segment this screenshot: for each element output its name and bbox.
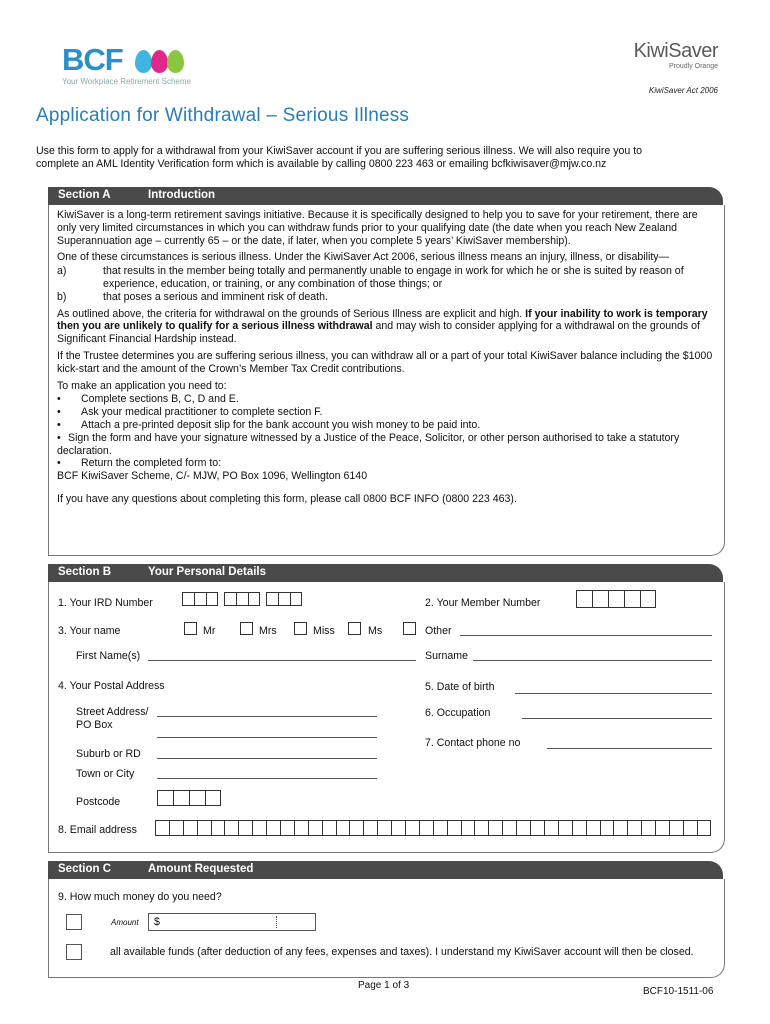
email-char-box[interactable] — [294, 820, 308, 836]
email-char-box[interactable] — [641, 820, 655, 836]
list-value: that results in the member being totally and permanently unable to engage in work for which he or she is suited by reason of experience, education, or training, or any combination of those things; or — [103, 265, 684, 290]
street-field-line2[interactable] — [157, 737, 377, 738]
page-title: Application for Withdrawal – Serious Illness — [36, 105, 410, 126]
amount-checkbox[interactable] — [66, 914, 82, 930]
section-a-paragraph — [57, 308, 715, 346]
bullet-icon: • — [57, 431, 61, 444]
section-name: Your Personal Details — [148, 566, 267, 578]
list-item — [57, 265, 715, 291]
street-label: Street Address/ — [76, 706, 149, 718]
bullet-text: Return the completed form to: — [81, 457, 222, 470]
section-a-paragraph: One of these circumstances is serious illness. Under the KiwiSaver Act 2006, serious illness means an injury, illness, or disability— — [57, 251, 670, 264]
email-char-box[interactable] — [669, 820, 683, 836]
title-option-label: Miss — [313, 625, 335, 637]
street-field[interactable] — [157, 716, 377, 717]
email-char-box[interactable] — [502, 820, 516, 836]
phone-field[interactable] — [547, 748, 712, 749]
kiwisaver-tagline: Proudly Orange — [668, 63, 718, 70]
section-letter: Section C — [58, 863, 112, 875]
section-b-header — [48, 564, 723, 582]
bullet-item — [57, 406, 715, 419]
email-char-box[interactable] — [447, 820, 461, 836]
dob-label: 5. Date of birth — [425, 681, 495, 693]
member-number-boxes[interactable] — [576, 590, 662, 608]
name-label: 3. Your name — [58, 625, 121, 637]
bullet-text: Attach a pre-printed deposit slip for the bank account you wish money to be paid into. — [81, 418, 481, 431]
email-char-box[interactable] — [238, 820, 252, 836]
email-char-box[interactable] — [697, 820, 711, 836]
email-char-box[interactable] — [155, 820, 169, 836]
ird-number-boxes[interactable] — [182, 592, 308, 606]
section-name: Amount Requested — [148, 863, 254, 875]
ird-label: 1. Your IRD Number — [58, 597, 153, 609]
decimal-divider — [276, 916, 277, 928]
first-names-field[interactable] — [148, 660, 416, 661]
title-option-label: Ms — [368, 625, 383, 637]
email-char-box[interactable] — [683, 820, 697, 836]
email-char-box[interactable] — [349, 820, 363, 836]
email-char-box[interactable] — [488, 820, 502, 836]
email-char-box[interactable] — [405, 820, 419, 836]
email-char-box[interactable] — [461, 820, 475, 836]
title-ms-checkbox[interactable] — [348, 622, 361, 635]
occupation-field[interactable] — [522, 718, 712, 719]
title-mr-checkbox[interactable] — [184, 622, 197, 635]
email-char-box[interactable] — [391, 820, 405, 836]
email-char-box[interactable] — [183, 820, 197, 836]
currency-symbol: $ — [154, 916, 160, 928]
email-char-box[interactable] — [252, 820, 266, 836]
email-char-box[interactable] — [474, 820, 488, 836]
email-char-box[interactable] — [211, 820, 225, 836]
suburb-field[interactable] — [157, 758, 377, 759]
email-char-box[interactable] — [419, 820, 433, 836]
text-run-bold: If your inability to work is temporary then you are unlikely to qualify for a serious illness withdrawal — [57, 307, 708, 333]
pobox-label: PO Box — [76, 719, 113, 731]
section-name: Introduction — [148, 189, 216, 201]
email-char-box[interactable] — [544, 820, 558, 836]
email-char-box[interactable] — [558, 820, 572, 836]
list-key: b) — [57, 290, 67, 303]
intro-line: Use this form to apply for a withdrawal from your KiwiSaver account if you are suffering serious illness. We will also require you to — [36, 145, 643, 157]
text-run: As outlined above, the criteria for withdrawal on the grounds of Serious Illness are explicit and high. — [57, 307, 526, 320]
postcode-label: Postcode — [76, 796, 121, 808]
email-char-box[interactable] — [308, 820, 322, 836]
amount-field[interactable] — [148, 913, 316, 931]
bullet-item — [57, 432, 715, 458]
bullet-item — [57, 419, 715, 432]
postal-address-label: 4. Your Postal Address — [58, 680, 165, 692]
email-label: 8. Email address — [58, 824, 137, 836]
title-miss-checkbox[interactable] — [294, 622, 307, 635]
bullet-text: Sign the form and have your signature witnessed by a Justice of the Peace, Solicitor, or other person authorised to take a statutory declaration. — [57, 431, 680, 457]
questions-text: If you have any questions about completing this form, please call 0800 BCF INFO (0800 223 463). — [57, 492, 517, 505]
email-char-box[interactable] — [613, 820, 627, 836]
section-a-paragraph: KiwiSaver is a long-term retirement savings initiative. Because it is specifically designed to help you to save for your retirement, there are only very limited circumstances in which you can withdraw funds prior to your qualifying date (the date when you reach New Zealand Superannuation age – currently 65 – or the date, if later, when you complete 5 years’ KiwiSaver membership). — [57, 209, 698, 247]
page-number: Page 1 of 3 — [358, 980, 410, 991]
section-a-panel — [48, 205, 725, 556]
email-char-box[interactable] — [363, 820, 377, 836]
bullet-item — [57, 457, 715, 470]
q9-label: 9. How much money do you need? — [58, 891, 222, 903]
all-funds-checkbox[interactable] — [66, 944, 82, 960]
email-char-box[interactable] — [586, 820, 600, 836]
email-char-box[interactable] — [197, 820, 211, 836]
list-key: a) — [57, 265, 67, 278]
form-code: BCF10-1511-06 — [643, 986, 714, 997]
kiwisaver-logo-text: KiwiSaver — [633, 40, 718, 62]
title-option-label: Other — [425, 625, 452, 637]
email-char-box[interactable] — [336, 820, 350, 836]
town-field[interactable] — [157, 778, 377, 779]
return-address: BCF KiwiSaver Scheme, C/- MJW, PO Box 1096, Wellington 6140 — [57, 470, 368, 483]
section-a-paragraph: To make an application you need to: — [57, 379, 227, 392]
title-mrs-checkbox[interactable] — [240, 622, 253, 635]
surname-label: Surname — [425, 650, 468, 662]
kiwisaver-logo — [634, 40, 718, 70]
act-label: KiwiSaver Act 2006 — [648, 86, 718, 95]
section-a-header — [48, 187, 723, 205]
email-char-box[interactable] — [655, 820, 669, 836]
email-char-box[interactable] — [627, 820, 641, 836]
email-char-box[interactable] — [516, 820, 530, 836]
email-boxes[interactable] — [155, 820, 717, 836]
section-a-paragraph: If the Trustee determines you are suffering serious illness, you can withdraw all or a part of your total KiwiSaver balance including the $1000 kick-start and the amount of the Crown’s Member Tax Credit contributions. — [57, 349, 713, 375]
text-run: and may wish to consider applying for a withdrawal on the grounds of Significant Financial Hardship instead. — [57, 320, 700, 346]
bullet-item — [57, 393, 715, 406]
intro-text — [36, 145, 726, 171]
bullet-icon: • — [57, 406, 61, 419]
section-letter: Section A — [58, 189, 111, 201]
bullet-icon: • — [57, 393, 61, 406]
member-number-label: 2. Your Member Number — [425, 597, 541, 609]
bullet-icon: • — [57, 457, 61, 470]
suburb-label: Suburb or RD — [76, 748, 141, 760]
bullet-text: Complete sections B, C, D and E. — [81, 393, 239, 406]
amount-label: Amount — [111, 918, 139, 927]
bullet-icon: • — [57, 418, 61, 431]
email-char-box[interactable] — [266, 820, 280, 836]
other-title-field[interactable] — [460, 635, 712, 636]
first-names-label: First Name(s) — [76, 650, 141, 662]
occupation-label: 6. Occupation — [425, 707, 491, 719]
all-funds-text: all available funds (after deduction of any fees, expenses and taxes). I understand my KiwiSaver account will then be closed. — [110, 946, 694, 958]
phone-label: 7. Contact phone no — [425, 737, 521, 749]
section-letter: Section B — [58, 566, 112, 578]
email-char-box[interactable] — [169, 820, 183, 836]
bullet-text: Ask your medical practitioner to complete section F. — [81, 406, 323, 419]
surname-field[interactable] — [473, 660, 712, 661]
email-char-box[interactable] — [224, 820, 238, 836]
postcode-boxes[interactable] — [157, 790, 227, 806]
email-char-box[interactable] — [530, 820, 544, 836]
dob-field[interactable] — [515, 693, 712, 694]
title-option-label: Mr — [203, 625, 216, 637]
intro-line: complete an AML Identity Verification form which is available by calling 0800 223 463 or emailing bcfkiwisaver@mjw.co.nz — [36, 158, 607, 170]
bcf-tagline: Your Workplace Retirement Scheme — [62, 77, 191, 86]
list-value: that poses a serious and imminent risk of death. — [103, 290, 328, 303]
email-char-box[interactable] — [280, 820, 294, 836]
section-c-header — [48, 861, 723, 879]
email-char-box[interactable] — [322, 820, 336, 836]
email-char-box[interactable] — [600, 820, 614, 836]
email-char-box[interactable] — [433, 820, 447, 836]
bcf-logo-text: BCF — [62, 42, 123, 77]
town-label: Town or City — [76, 768, 135, 780]
email-char-box[interactable] — [572, 820, 586, 836]
email-char-box[interactable] — [377, 820, 391, 836]
title-other-checkbox[interactable] — [403, 622, 416, 635]
list-item — [57, 291, 715, 304]
title-option-label: Mrs — [259, 625, 277, 637]
